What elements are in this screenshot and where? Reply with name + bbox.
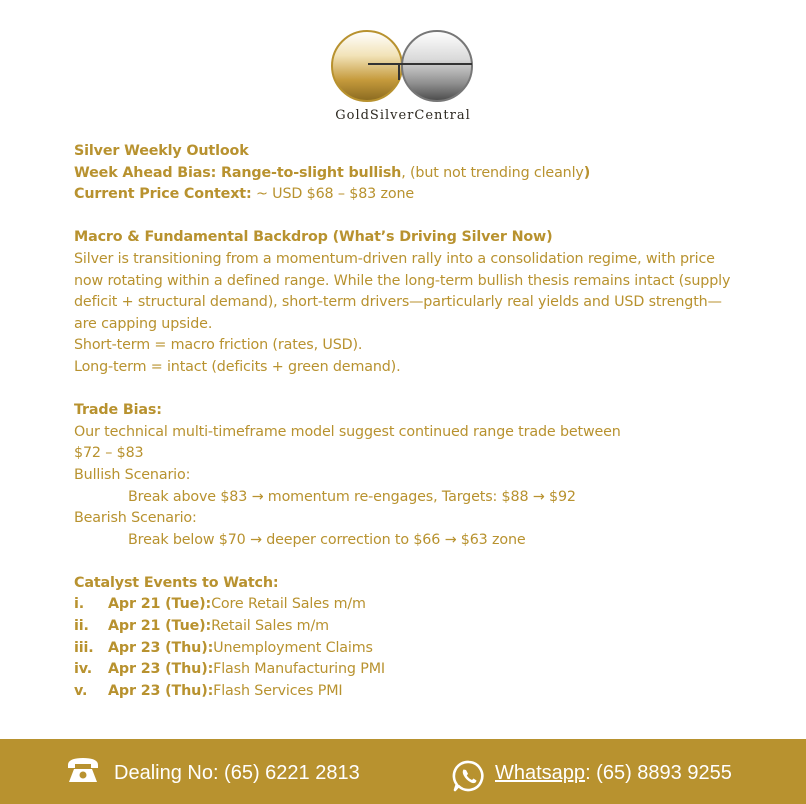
trade-line-2: $72 – $83 — [74, 445, 144, 462]
outlook-content — [74, 141, 742, 702]
catalyst-item — [74, 616, 742, 638]
phone-icon — [66, 755, 100, 785]
catalyst-item — [74, 594, 742, 616]
catalyst-date: Apr 23 (Thu): — [108, 661, 214, 678]
catalyst-event: Flash Services PMI — [213, 682, 343, 699]
catalyst-date: Apr 23 (Thu): — [108, 639, 214, 656]
contact-footer — [0, 739, 806, 804]
logo — [328, 24, 478, 130]
bearish-detail: Break below $70 → deeper correction to $66 → $63 zone — [128, 531, 526, 548]
trade-line-1: Our technical multi-timeframe model suggest continued range trade between — [74, 423, 621, 440]
bias-close: ) — [583, 164, 591, 181]
bullish-detail: Break above $83 → momentum re-engages, Targets: $88 → $92 — [128, 488, 576, 505]
whatsapp-contact[interactable] — [495, 762, 732, 785]
price-value: ~ USD $68 – $83 zone — [251, 186, 415, 203]
catalyst-item — [74, 638, 742, 660]
catalyst-item — [74, 659, 742, 681]
outlook-title: Silver Weekly Outlook — [74, 143, 249, 159]
catalyst-number: iv. — [74, 661, 93, 678]
spacer — [74, 379, 742, 401]
macro-heading: Macro & Fundamental Backdrop (What’s Driving Silver Now) — [74, 229, 553, 246]
whatsapp-link[interactable]: Whatsapp — [495, 762, 586, 784]
bias-label: Week Ahead Bias: Range-to-slight bullish — [74, 164, 402, 181]
spacer — [74, 551, 742, 573]
catalyst-number: iii. — [74, 639, 94, 656]
catalyst-event: Core Retail Sales m/m — [211, 596, 366, 613]
catalyst-date: Apr 21 (Tue): — [108, 618, 212, 635]
price-context-line — [74, 184, 742, 206]
price-label: Current Price Context: — [74, 186, 252, 203]
catalyst-number: i. — [74, 596, 85, 613]
week-bias-line — [74, 163, 742, 185]
trade-bias-heading: Trade Bias: — [74, 402, 162, 419]
catalyst-event: Unemployment Claims — [213, 639, 373, 656]
macro-paragraph: Silver is transitioning from a momentum-driven rally into a consolidation regime, with price now rotating within a defined range. While the long-term bullish thesis remains intact (supply deficit + structural demand), short-term drivers—particularly real yields and USD strength—are capping upside. — [74, 250, 731, 332]
catalyst-date: Apr 23 (Thu): — [108, 682, 214, 699]
logo-text: GoldSilverCentral — [335, 108, 471, 123]
catalyst-heading: Catalyst Events to Watch: — [74, 574, 279, 591]
logo-rings-icon — [328, 24, 478, 108]
whatsapp-icon — [452, 759, 486, 793]
catalyst-item — [74, 681, 742, 703]
catalyst-event: Retail Sales m/m — [211, 618, 329, 635]
dealing-number[interactable]: Dealing No: (65) 6221 2813 — [114, 762, 360, 784]
catalyst-number: ii. — [74, 618, 89, 635]
whatsapp-number: : (65) 8893 9255 — [585, 762, 732, 784]
bullish-label: Bullish Scenario: — [74, 466, 191, 483]
short-term-line: Short-term = macro friction (rates, USD). — [74, 337, 363, 354]
catalyst-event: Flash Manufacturing PMI — [213, 661, 385, 678]
long-term-line: Long-term = intact (deficits + green demand). — [74, 358, 401, 375]
bias-note: , (but not trending cleanly — [401, 164, 584, 181]
spacer — [74, 206, 742, 228]
catalyst-number: v. — [74, 682, 88, 699]
catalyst-date: Apr 21 (Tue): — [108, 596, 212, 613]
bearish-label: Bearish Scenario: — [74, 510, 197, 527]
